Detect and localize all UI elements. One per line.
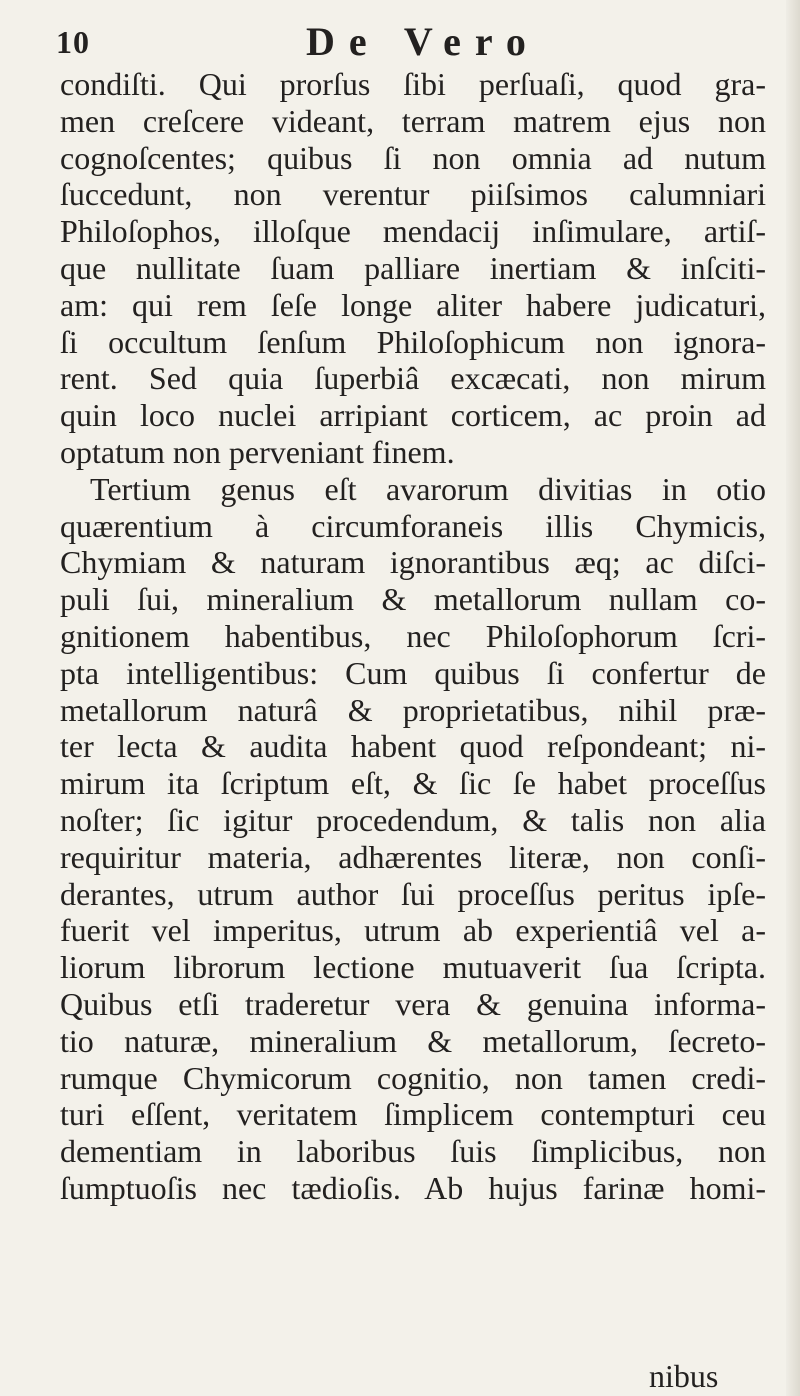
text-line: rent. Sed quia ſuperbiâ excæcati, non mirum bbox=[60, 360, 766, 397]
text-line: cognoſcentes; quibus ſi non omnia ad nutum bbox=[60, 139, 766, 176]
text-line: gnitionem habentibus, nec Philoſophorum ſcri- bbox=[60, 617, 766, 654]
text-line: quin loco nuclei arripiant corticem, ac proin ad bbox=[60, 397, 766, 434]
text-line: am: qui rem ſeſe longe aliter habere judicaturi, bbox=[60, 286, 766, 323]
text-line: optatum non perveniant finem. bbox=[60, 433, 455, 470]
text-line: que nullitate ſuam palliare inertiam & inſciti- bbox=[60, 249, 766, 286]
text-line: Quibus etſi traderetur vera & genuina informa- bbox=[60, 985, 766, 1022]
text-line: ter lecta & audita habent quod reſpondeant; ni- bbox=[60, 728, 766, 765]
text-line: requiritur materia, adhærentes literæ, non conſi- bbox=[60, 838, 766, 875]
text-line: pta intelligentibus: Cum quibus ſi confertur de bbox=[60, 654, 766, 691]
text-line: Philoſophos, illoſque mendacij inſimulare, artiſ- bbox=[60, 213, 766, 250]
body-text bbox=[60, 66, 766, 1207]
text-line: Chymiam & naturam ignorantibus æq; ac diſci- bbox=[60, 544, 766, 581]
text-line: turi eſſent, veritatem ſimplicem contempturi ceu bbox=[60, 1096, 766, 1133]
page-number: 10 bbox=[56, 24, 90, 60]
text-line: ſi occultum ſenſum Philoſophicum non ignora- bbox=[60, 323, 766, 360]
text-line: metallorum naturâ & proprietatibus, nihil præ- bbox=[60, 691, 766, 728]
text-line: tio naturæ, mineralium & metallorum, ſecreto- bbox=[60, 1022, 766, 1059]
running-head bbox=[48, 18, 708, 68]
text-line: derantes, utrum author ſui proceſſus peritus ipſe- bbox=[60, 875, 766, 912]
text-line: men creſcere videant, terram matrem ejus non bbox=[60, 102, 766, 139]
text-line: dementiam in laboribus ſuis ſimplicibus, non bbox=[60, 1133, 766, 1170]
text-line: rumque Chymicorum cognitio, non tamen credi- bbox=[60, 1059, 766, 1096]
text-line: liorum librorum lectione mutuaverit ſua ſcripta. bbox=[60, 949, 766, 986]
running-title: De Vero bbox=[306, 19, 540, 64]
text-line: noſter; ſic igitur procedendum, & talis non alia bbox=[60, 801, 766, 838]
text-line: condiſti. Qui prorſus ſibi perſuaſi, quod gra- bbox=[60, 66, 766, 102]
text-line: puli ſui, mineralium & metallorum nullam co- bbox=[60, 581, 766, 618]
text-line: fuerit vel imperitus, utrum ab experientiâ vel a- bbox=[60, 912, 766, 949]
text-line: quærentium à circumforaneis illis Chymicis, bbox=[60, 507, 766, 544]
text-line: Tertium genus eſt avarorum divitias in otio bbox=[90, 470, 766, 507]
text-line: ſumptuoſis nec tædioſis. Ab hujus farinæ homi- bbox=[60, 1169, 766, 1206]
catchword: nibus bbox=[649, 1358, 719, 1394]
text-line: mirum ita ſcriptum eſt, & ſic ſe habet proceſſus bbox=[60, 765, 766, 802]
text-line: ſuccedunt, non verentur piiſsimos calumniari bbox=[60, 176, 766, 213]
page-edge bbox=[786, 0, 800, 1396]
